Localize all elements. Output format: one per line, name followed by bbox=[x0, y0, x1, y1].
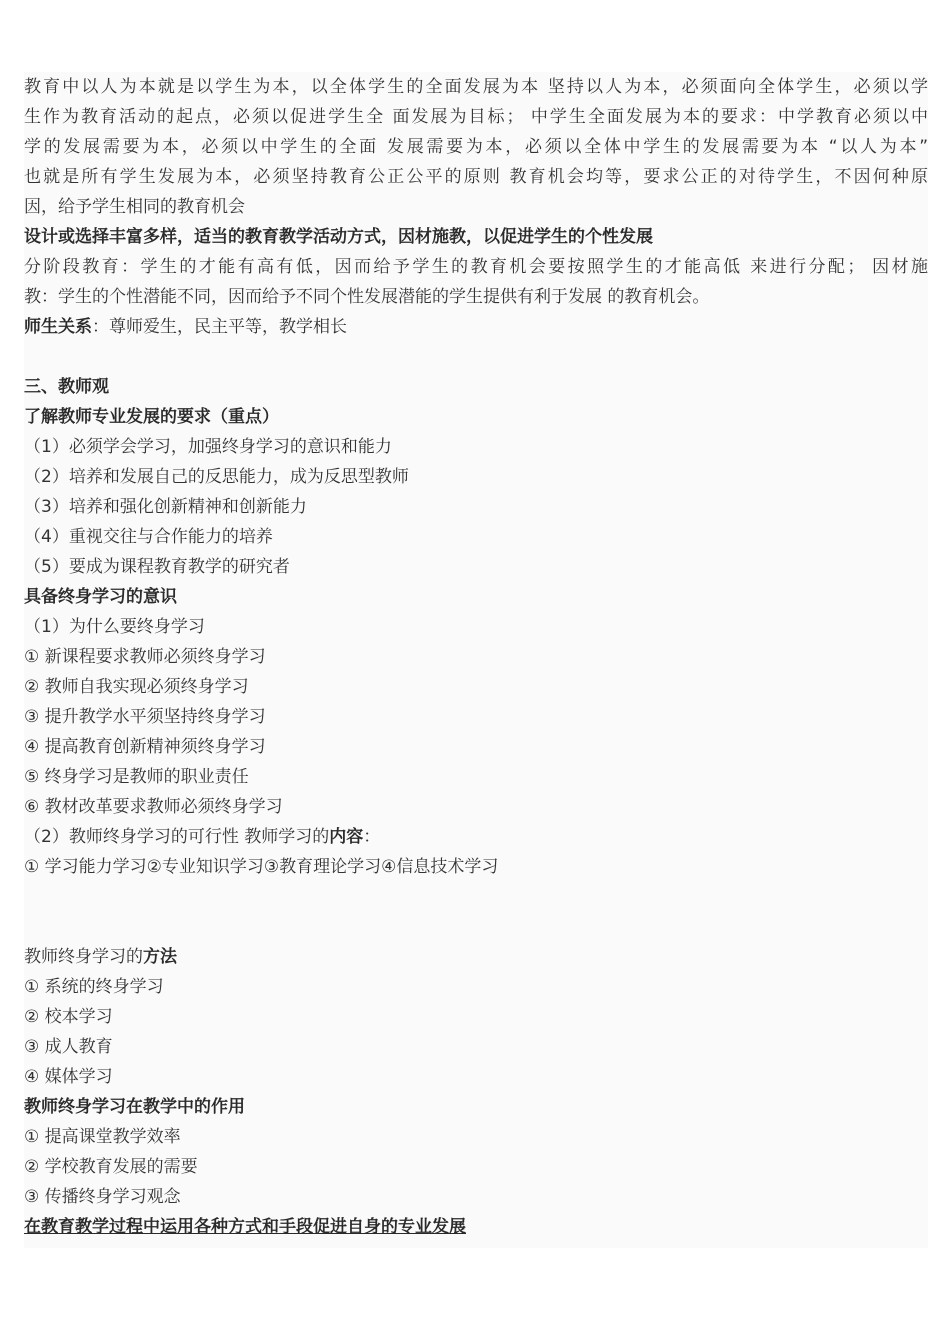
list-item: ① 系统的终身学习 bbox=[24, 977, 164, 997]
list-item: （5）要成为课程教育教学的研究者 bbox=[24, 557, 290, 577]
teacher-student-relation bbox=[24, 312, 928, 342]
teacher-student-label: 师生关系 bbox=[24, 317, 92, 337]
final-heading: 在教育教学过程中运用各种方式和手段促进自身的专业发展 bbox=[24, 1217, 466, 1237]
method-bold: 方法 bbox=[143, 947, 177, 967]
paragraph-line: 因，给予学生相同的教育机会 bbox=[24, 197, 245, 217]
list-item: ② 教师自我实现必须终身学习 bbox=[24, 677, 249, 697]
paragraph-line: 分阶段教育：学生的才能有高有低，因而给予学生的教育机会要按照学生的才能高低 来进行分配； 因材施 bbox=[24, 257, 928, 277]
list-item: ② 校本学习 bbox=[24, 1007, 113, 1027]
why-heading: （1）为什么要终身学习 bbox=[24, 617, 205, 637]
list-item: （1）必须学会学习，加强终身学习的意识和能力 bbox=[24, 437, 392, 457]
list-item: ① 提高课堂教学效率 bbox=[24, 1127, 181, 1147]
section-title: 三、教师观 bbox=[24, 377, 109, 397]
list-item: ⑥ 教材改革要求教师必须终身学习 bbox=[24, 797, 283, 817]
list-item: ③ 传播终身学习观念 bbox=[24, 1187, 181, 1207]
paragraph-line: 也就是所有学生发展为本，必须坚持教育公正公平的原则 教育机会均等，要求公正的对待学生，不因何种原 bbox=[24, 167, 928, 187]
bold-heading: 设计或选择丰富多样，适当的教育教学活动方式，因材施教，以促进学生的个性发展 bbox=[24, 227, 653, 247]
list-item: （3）培养和强化创新精神和创新能力 bbox=[24, 497, 307, 517]
list-item: ④ 提高教育创新精神须终身学习 bbox=[24, 737, 266, 757]
paragraph-line: 教育中以人为本就是以学生为本，以全体学生的全面发展为本 坚持以人为本，必须面向全体学生，必须以学 bbox=[24, 77, 928, 97]
blank-line bbox=[24, 342, 928, 372]
method-heading bbox=[24, 942, 928, 972]
list-item: ④ 媒体学习 bbox=[24, 1067, 113, 1087]
requirements-heading: 了解教师专业发展的要求（重点） bbox=[24, 407, 279, 427]
list-item: （2）培养和发展自己的反思能力，成为反思型教师 bbox=[24, 467, 409, 487]
content-items: ① 学习能力学习②专业知识学习③教育理论学习④信息技术学习 bbox=[24, 857, 499, 877]
paragraph-line: 学的发展需要为本，必须以中学生的全面 发展需要为本，必须以全体中学生的发展需要为本 “以人为本” bbox=[24, 137, 928, 157]
list-item: ⑤ 终身学习是教师的职业责任 bbox=[24, 767, 249, 787]
role-heading: 教师终身学习在教学中的作用 bbox=[24, 1097, 245, 1117]
document-body bbox=[24, 72, 928, 1242]
list-item: ③ 提升教学水平须坚持终身学习 bbox=[24, 707, 266, 727]
paragraph-line: 生作为教育活动的起点，必须以促进学生全 面发展为目标； 中学生全面发展为本的要求：中学教育必须以中 bbox=[24, 107, 928, 127]
teacher-student-text: ：尊师爱生，民主平等，教学相长 bbox=[92, 317, 347, 337]
list-item: ① 新课程要求教师必须终身学习 bbox=[24, 647, 266, 667]
lifelong-heading: 具备终身学习的意识 bbox=[24, 587, 177, 607]
feasibility-suffix: ： bbox=[363, 827, 381, 847]
feasibility-prefix: （2）教师终身学习的可行性 教师学习的 bbox=[24, 827, 330, 847]
paragraph-line: 教：学生的个性潜能不同，因而给予不同个性发展潜能的学生提供有利于发展 的教育机会。 bbox=[24, 287, 710, 307]
feasibility-line bbox=[24, 822, 928, 852]
method-prefix: 教师终身学习的 bbox=[24, 947, 143, 967]
list-item: ③ 成人教育 bbox=[24, 1037, 113, 1057]
list-item: ② 学校教育发展的需要 bbox=[24, 1157, 198, 1177]
feasibility-bold: 内容 bbox=[329, 827, 364, 847]
list-item: （4）重视交往与合作能力的培养 bbox=[24, 527, 273, 547]
blank-space bbox=[24, 882, 928, 942]
